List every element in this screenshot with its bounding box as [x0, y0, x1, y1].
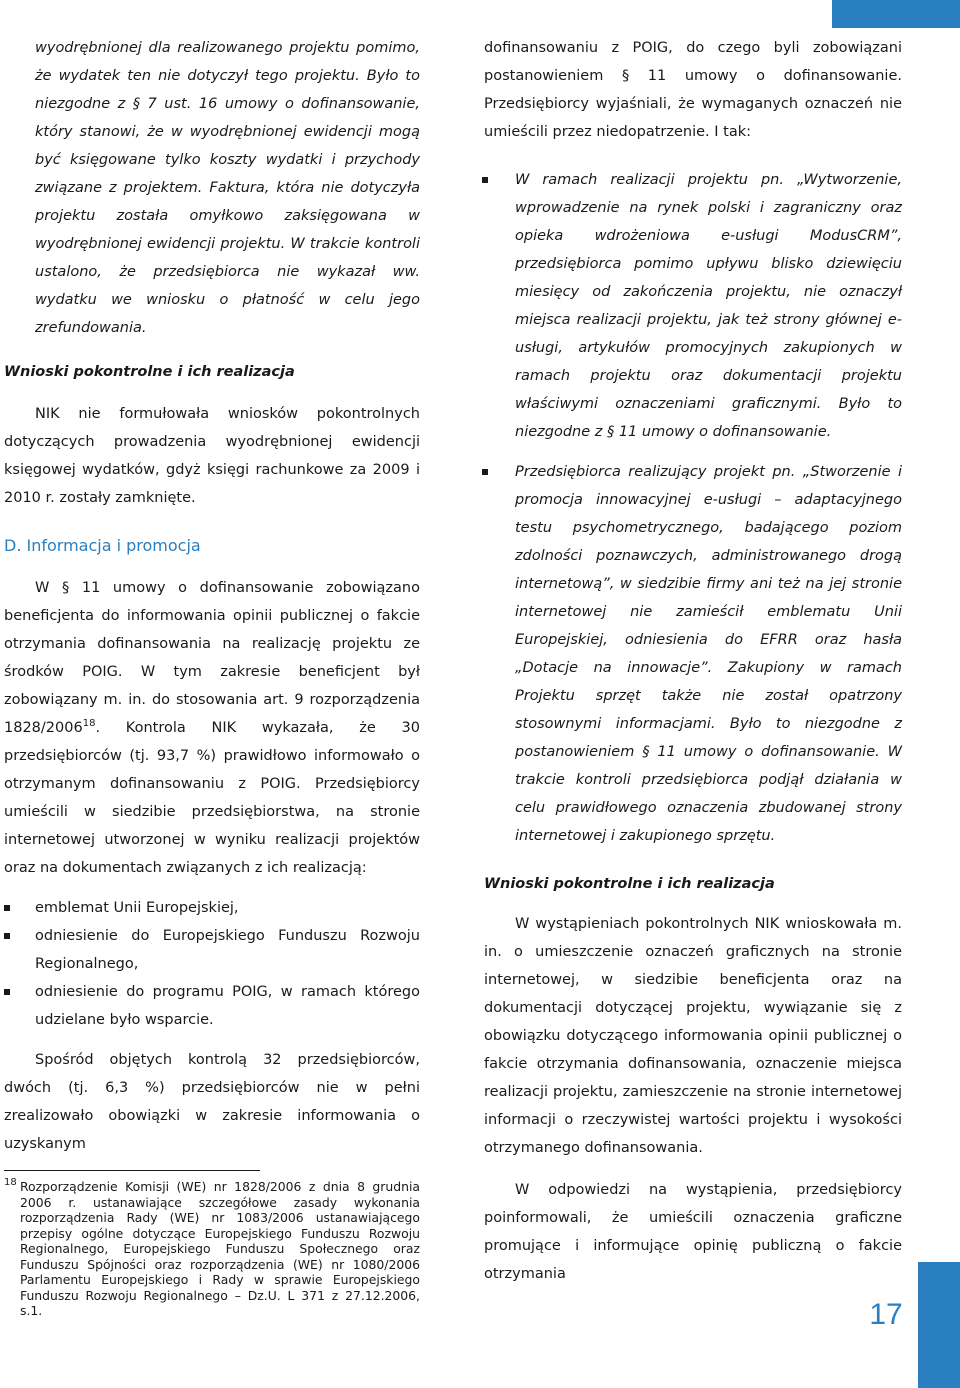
bullet-square-icon	[4, 933, 10, 939]
footnote-divider	[4, 1170, 260, 1171]
bullet-square-icon	[482, 177, 488, 183]
bottom-accent-tab	[918, 1262, 960, 1388]
right-findings-list	[484, 166, 902, 850]
footnote-number: 18	[4, 1177, 17, 1188]
list-item: Przedsiębiorca realizujący projekt pn. „Stworzenie i promocja innowacyjnej e-usługi – adaptacyjnego testu psychometrycznego, badającego poziom zdolności poznawczych, administrowanego drogą internetową”, w siedzibie firmy ani też na jej stronie internetowej nie zamieścił emblematu Unii Europejskiej, odniesienia do EFRR oraz hasła „Dotacje na innowacje”. Zakupiony w ramach Projektu sprzęt także nie został opatrzony stosownymi informacjami. Było to niezgodne z postanowieniem § 11 umowy o dofinansowanie. W trakcie kontroli przedsiębiorca podjął działania w celu prawidłowego oznaczenia zbudowanej strony internetowej i zakupionego sprzętu.	[484, 458, 902, 850]
page-number: 17	[869, 1298, 903, 1331]
w11-text-b: . Kontrola NIK wykazała, że 30 przedsiębiorców (tj. 93,7 %) prawidłowo informowało o otrzymanym dofinansowaniu z POIG. Przedsiębiorcy umieścili w siedzibie przedsiębiorstwa, na stronie internetowej utworzonej w wyniku realizacji projektów oraz na dokumentach związanych z ich realizacją:	[4, 720, 420, 876]
left-bullet-list	[4, 894, 420, 1034]
top-accent-tab	[832, 0, 960, 28]
list-item: odniesienie do programu POIG, w ramach którego udzielane było wsparcie.	[4, 978, 420, 1034]
left-w11-paragraph	[4, 574, 420, 882]
footnote-18	[4, 1179, 420, 1319]
right-column	[484, 34, 902, 1288]
left-sposrod-paragraph: Spośród objętych kontrolą 32 przedsiębiorców, dwóch (tj. 6,3 %) przedsiębiorców nie w pełni zrealizowało obowiązki w zakresie informowania o uzyskanym	[4, 1052, 420, 1152]
footnote-ref-18: 18	[82, 718, 96, 730]
right-wystapieniach-paragraph: W wystąpieniach pokontrolnych NIK wnioskowała m. in. o umieszczenie oznaczeń graficznych na stronie internetowej, w siedzibie beneficjenta oraz na dokumentacji dotyczącej projektu, wywiązanie się z obowiązku dotyczącego informowania opinii publicznej o fakcie otrzymania dofinansowania, oznaczenie miejsca realizacji projektu, zamieszczenie na stronie internetowej informacji o rzeczywistej wartości projektu i wysokości otrzymanego dofinansowania.	[484, 916, 902, 1156]
bullet-square-icon	[4, 989, 10, 995]
right-odpowiedzi-paragraph: W odpowiedzi na wystąpienia, przedsiębiorcy poinformowali, że umieścili oznaczenia graficzne promujące i informujące opinię publiczną o fakcie otrzymania	[484, 1182, 902, 1282]
list-item: emblemat Unii Europejskiej,	[4, 894, 420, 922]
section-d-heading: D. Informacja i promocja	[4, 536, 201, 555]
footnote-text: Rozporządzenie Komisji (WE) nr 1828/2006 z dnia 8 grudnia 2006 r. ustanawiające szczegółowe zasady wykonania rozporządzenia Rady (WE) nr 1083/2006 ustanawiającego przepisy ogólne dotyczące Europejskiego Funduszu Rozwoju Regionalnego, Europejskiego Funduszu Społecznego oraz Funduszu Spójności oraz rozporządzenia (WE) nr 1080/2006 Parlamentu Europejskiego i Rady w sprawie Europejskiego Funduszu Rozwoju Regionalnego – Dz.U. L 371 z 27.12.2006, s.1.	[20, 1179, 420, 1318]
left-column	[4, 34, 420, 1319]
right-intro-paragraph: dofinansowaniu z POIG, do czego byli zobowiązani postanowieniem § 11 umowy o dofinansowanie. Przedsiębiorcy wyjaśniali, że wymaganych oznaczeń nie umieścili przez niedopatrzenie. I tak:	[484, 40, 902, 140]
bullet-square-icon	[4, 905, 10, 911]
left-intro-paragraph: wyodrębnionej dla realizowanego projektu pomimo, że wydatek ten nie dotyczył tego projektu. Było to niezgodne z § 7 ust. 16 umowy o dofinansowanie, który stanowi, że w wyodrębnionej ewidencji mogą być księgowane tylko koszty wydatki i przychody związane z projektem. Faktura, która nie dotyczyła projektu została omyłkowo zaksięgowana w wyodrębnionej ewidencji projektu. W trakcie kontroli ustalono, że przedsiębiorca nie wykazał ww. wydatku we wniosku o płatność w celu jego zrefundowania.	[35, 40, 420, 336]
left-nik-paragraph: NIK nie formułowała wniosków pokontrolnych dotyczących prowadzenia wyodrębnionej ewidencji księgowej wydatków, gdyż księgi rachunkowe za 2009 i 2010 r. zostały zamknięte.	[4, 406, 420, 506]
list-item: odniesienie do Europejskiego Funduszu Rozwoju Regionalnego,	[4, 922, 420, 978]
w11-text-a: W § 11 umowy o dofinansowanie zobowiązano beneficjenta do informowania opinii publicznej o fakcie otrzymania dofinansowania na realizację projektu ze środków POIG. W tym zakresie beneficjent był zobowiązany m. in. do stosowania art. 9 rozporządzenia 1828/2006	[4, 580, 420, 736]
list-item: W ramach realizacji projektu pn. „Wytworzenie, wprowadzenie na rynek polski i zagraniczny oraz opieka wdrożeniowa e-usługi ModusCRM”, przedsiębiorca pomimo upływu blisko dziewięciu miesięcy od zakończenia projektu, nie oznaczył miejsca realizacji projektu, jak też strony głównej e-usługi, artykułów promocyjnych zakupionych w ramach projektu oraz dokumentacji projektu właściwymi oznaczeniami graficznymi. Było to niezgodne z § 11 umowy o dofinansowanie.	[484, 166, 902, 446]
right-wnioski-heading: Wnioski pokontrolne i ich realizacja	[484, 876, 775, 892]
left-wnioski-heading: Wnioski pokontrolne i ich realizacja	[4, 364, 295, 380]
bullet-square-icon	[482, 469, 488, 475]
